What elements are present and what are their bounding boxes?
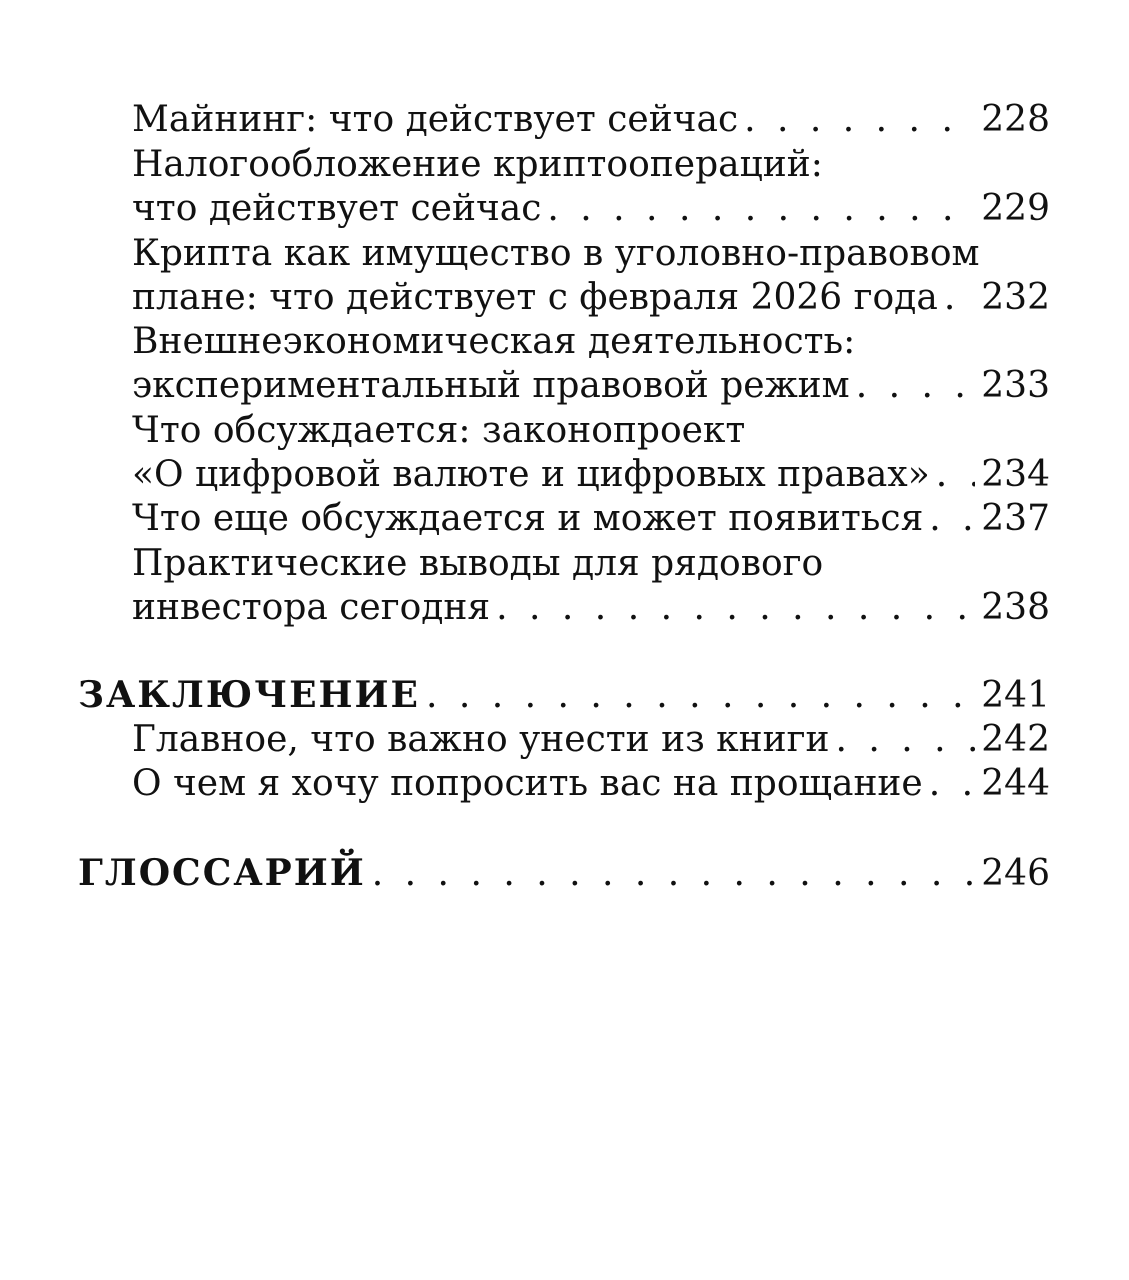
toc-entry-property-line2 bbox=[132, 276, 1050, 320]
toc-page-number: 237 bbox=[981, 498, 1050, 539]
toc-entry-title: Что еще обсуждается и может появиться bbox=[132, 498, 924, 539]
toc-entry-title: Главное, что важно унести из книги bbox=[132, 719, 830, 760]
toc-entry-discussed bbox=[132, 497, 1050, 541]
toc-section-conclusion bbox=[78, 673, 1050, 717]
toc-entry-title: Крипта как имущество в уголовно-правовом bbox=[132, 233, 980, 274]
toc-dot-leader bbox=[496, 586, 975, 630]
toc-dot-leader bbox=[929, 497, 975, 541]
toc-entry-conclusions-line1 bbox=[132, 542, 1050, 586]
toc-dot-leader bbox=[929, 762, 976, 806]
toc-entry-title: Что обсуждается: законопроект bbox=[132, 410, 746, 451]
toc-page-number: 233 bbox=[981, 365, 1050, 406]
toc-entry-farewell bbox=[132, 762, 1050, 806]
toc-entry-title: «О цифровой валюте и цифровых правах» bbox=[132, 454, 930, 495]
toc-entry-title: что действует сейчас bbox=[132, 188, 542, 229]
toc-entry-title: Практические выводы для рядового bbox=[132, 543, 824, 584]
toc-entry-title: экспериментальный правовой режим bbox=[132, 365, 850, 406]
toc-page-number: 246 bbox=[981, 853, 1050, 894]
toc-dot-leader bbox=[936, 453, 976, 497]
toc-dot-leader bbox=[426, 674, 975, 718]
toc-section-glossary bbox=[78, 851, 1050, 895]
toc-entry-taxation-line2 bbox=[132, 187, 1050, 231]
toc-dot-leader bbox=[547, 187, 975, 231]
toc-entry-foreign-trade-line1 bbox=[132, 320, 1050, 364]
toc-page-number: 244 bbox=[981, 763, 1050, 804]
toc-dot-leader bbox=[372, 852, 976, 896]
toc-entry-title: Майнинг: что действует сейчас bbox=[132, 99, 739, 140]
toc-entry-title: Налогообложение криптоопераций: bbox=[132, 144, 823, 185]
toc-entry-mining bbox=[132, 98, 1050, 142]
toc-entry-taxation-line1 bbox=[132, 143, 1050, 187]
toc-entry-title: Внешнеэкономическая деятельность: bbox=[132, 321, 856, 362]
toc-page-number: 234 bbox=[981, 454, 1050, 495]
toc-dot-leader bbox=[836, 718, 976, 762]
toc-section-title: ЗАКЛЮЧЕНИЕ bbox=[78, 674, 420, 716]
toc-page-number: 232 bbox=[981, 277, 1050, 318]
toc-entry-title: инвестора сегодня bbox=[132, 587, 491, 628]
toc-dot-leader bbox=[944, 276, 975, 320]
toc-entry-bill-line2 bbox=[132, 453, 1050, 497]
toc-page-number: 229 bbox=[981, 188, 1050, 229]
toc-page-number: 228 bbox=[981, 99, 1050, 140]
toc-page-number: 241 bbox=[981, 675, 1050, 716]
toc-entry-foreign-trade-line2 bbox=[132, 364, 1050, 408]
toc-entry-conclusions-line2 bbox=[132, 586, 1050, 630]
toc-section-title: ГЛОССАРИЙ bbox=[78, 852, 366, 894]
toc-dot-leader bbox=[744, 98, 975, 142]
toc-page-number: 242 bbox=[981, 719, 1050, 760]
toc-entry-bill-line1 bbox=[132, 409, 1050, 453]
toc-entry-title: плане: что действует с февраля 2026 года bbox=[132, 277, 938, 318]
toc-dot-leader bbox=[856, 364, 976, 408]
toc-page-number: 238 bbox=[981, 587, 1050, 628]
toc-entry-main-takeaway bbox=[132, 718, 1050, 762]
toc-entry-property-line1 bbox=[132, 232, 1050, 276]
toc-entry-title: О чем я хочу попросить вас на прощание bbox=[132, 763, 923, 804]
